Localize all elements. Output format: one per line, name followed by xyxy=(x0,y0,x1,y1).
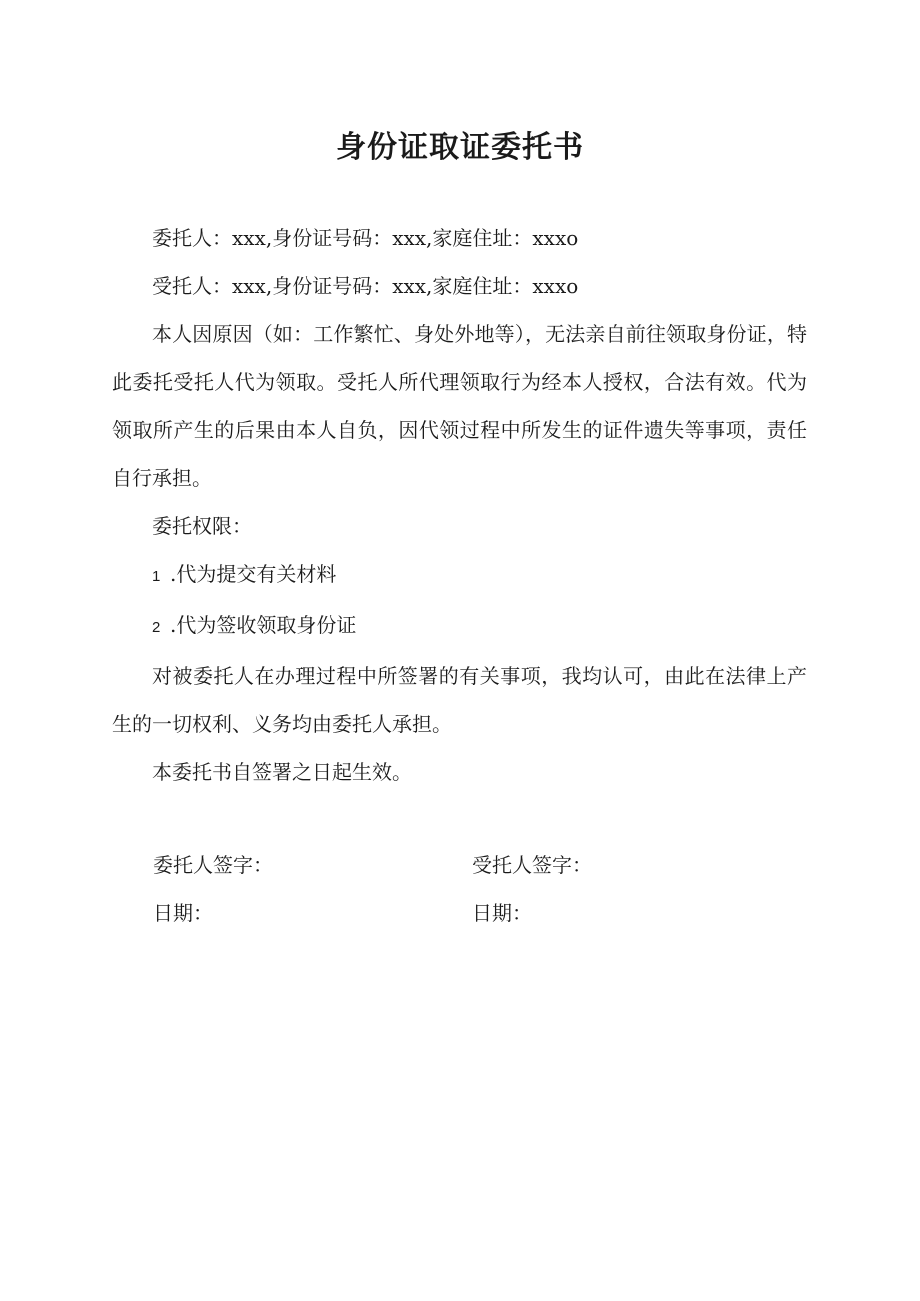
authority-item-text: .代为签收领取身份证 xyxy=(170,613,357,637)
authority-item-text: .代为提交有关材料 xyxy=(170,562,337,586)
agent-date-label: 日期： xyxy=(472,901,532,925)
principal-signature-label: 委托人签字： xyxy=(153,853,273,877)
agent-signature-block xyxy=(472,841,592,937)
principal-date-label: 日期： xyxy=(153,901,213,925)
agent-line: 受托人：xxx,身份证号码：xxx,家庭住址：xxxo xyxy=(152,274,579,298)
acknowledgement-paragraph: 对被委托人在办理过程中所签署的有关事项，我均认可，由此在法律上产生的一切权利、义务均由委托人承担。 xyxy=(112,664,807,736)
agent-signature-label: 受托人签字： xyxy=(472,853,592,877)
authority-item-number: 2 xyxy=(152,619,161,636)
principal-signature-block xyxy=(153,841,273,937)
document-title: 身份证取证委托书 xyxy=(336,130,584,165)
authority-item-number: 1 xyxy=(152,568,161,585)
authority-item-1 xyxy=(112,550,807,601)
principal-line: 委托人：xxx,身份证号码：xxx,家庭住址：xxxo xyxy=(152,226,579,250)
document-body xyxy=(112,214,807,796)
effective-statement: 本委托书自签署之日起生效。 xyxy=(152,760,412,784)
authority-item-2 xyxy=(112,601,807,652)
authority-heading: 委托权限： xyxy=(152,514,252,538)
reason-paragraph: 本人因原因（如：工作繁忙、身处外地等），无法亲自前往领取身份证，特此委托受托人代为领取。受托人所代理领取行为经本人授权，合法有效。代为领取所产生的后果由本人自负，因代领过程中所发生的证件遗失等事项，责任自行承担。 xyxy=(112,322,807,490)
